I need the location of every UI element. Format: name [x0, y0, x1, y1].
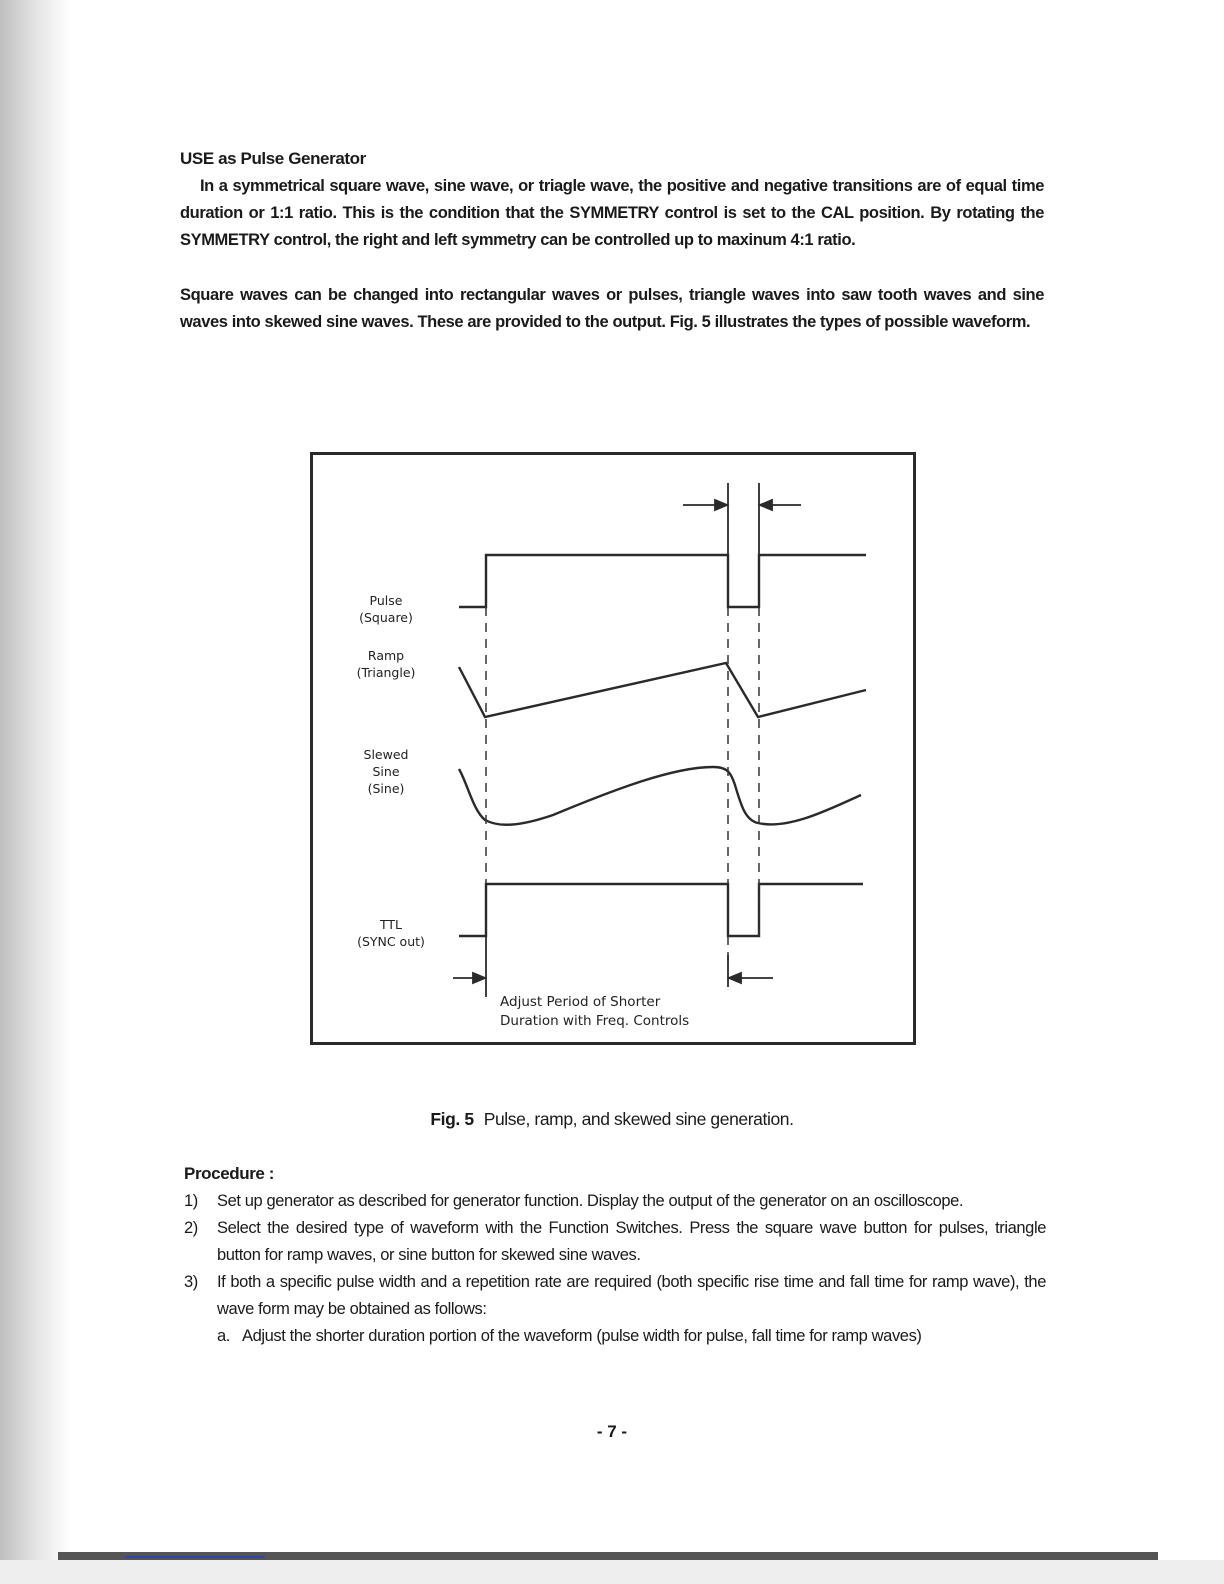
section-title: USE as Pulse Generator [180, 149, 366, 168]
procedure-item [184, 1269, 1046, 1323]
slewed-sine-label [347, 746, 425, 797]
pulse-label [347, 592, 425, 626]
ttl-waveform [459, 884, 863, 936]
procedure-item [184, 1188, 1046, 1215]
procedure-item-text: If both a specific pulse width and a repetition rate are required (both specific rise time and fall time for ramp wave), the wave form may be obtained as follows: [217, 1273, 1046, 1318]
slewed-label-mid: Sine [372, 764, 400, 779]
ramp-label [347, 647, 425, 681]
figure-caption-number: Fig. 5 [430, 1109, 474, 1129]
procedure-sub-letter: a. [217, 1327, 230, 1345]
procedure-item-number: 3) [184, 1273, 198, 1291]
page-bottom-margin [0, 1560, 1224, 1584]
waveform-paragraph: Square waves can be changed into rectangular waves or pulses, triangle waves into saw tooth waves and sine waves into skewed sine waves. These are provided to the output. Fig. 5 illustrates the types of possible waveform. [180, 286, 1044, 331]
slewed-label-text: Slewed [363, 747, 409, 762]
page-shadow [0, 0, 70, 1584]
pulse-label-text: Pulse [369, 593, 403, 608]
figure-note-line1: Adjust Period of Shorter [500, 994, 661, 1010]
procedure-item-text: Select the desired type of waveform with the Function Switches. Press the square wave button for pulses, triangle button for ramp waves, or sine button for skewed sine waves. [217, 1219, 1046, 1264]
ttl-label-sub: (SYNC out) [357, 934, 425, 949]
intro-paragraph: In a symmetrical square wave, sine wave, or triagle wave, the positive and negative transitions are of equal time duration or 1:1 ratio. This is the condition that the SYMMETRY control is set to the CAL position. By rotating the SYMMETRY control, the right and left symmetry can be controlled up to maxinum 4:1 ratio. [180, 177, 1044, 249]
ttl-label-text: TTL [379, 917, 402, 932]
procedure-item [184, 1215, 1046, 1269]
ttl-label [347, 916, 435, 950]
procedure-title: Procedure : [184, 1164, 275, 1183]
slewed-sine-waveform [459, 767, 861, 825]
top-arrow-left-head [715, 500, 727, 510]
figure-note [500, 993, 689, 1031]
top-arrow-right-head [760, 500, 772, 510]
procedure-item-number: 2) [184, 1219, 198, 1237]
figure-note-line2: Duration with Freq. Controls [500, 1013, 690, 1029]
procedure-list [184, 1188, 1046, 1350]
figure-caption-text: Pulse, ramp, and skewed sine generation. [483, 1109, 794, 1129]
pulse-waveform [459, 555, 866, 607]
bottom-arrow-right-head [729, 973, 741, 983]
ramp-label-text: Ramp [367, 648, 405, 663]
page-bottom-accent [125, 1556, 265, 1558]
procedure-sub-item [184, 1323, 1046, 1350]
procedure-sub-text: Adjust the shorter duration portion of the waveform (pulse width for pulse, fall time for ramp waves) [242, 1327, 922, 1345]
slewed-label-sub: (Sine) [367, 781, 405, 796]
figure-caption [0, 1109, 1224, 1130]
waveform-figure [310, 452, 916, 1045]
procedure-item-number: 1) [184, 1192, 198, 1210]
procedure-item-text: Set up generator as described for generator function. Display the output of the generator on an oscilloscope. [217, 1192, 964, 1210]
pulse-label-sub: (Square) [359, 610, 413, 625]
ramp-waveform [459, 663, 866, 717]
bottom-arrow-left-head [473, 973, 485, 983]
page-number: - 7 - [596, 1422, 628, 1441]
ramp-label-sub: (Triangle) [356, 665, 416, 680]
